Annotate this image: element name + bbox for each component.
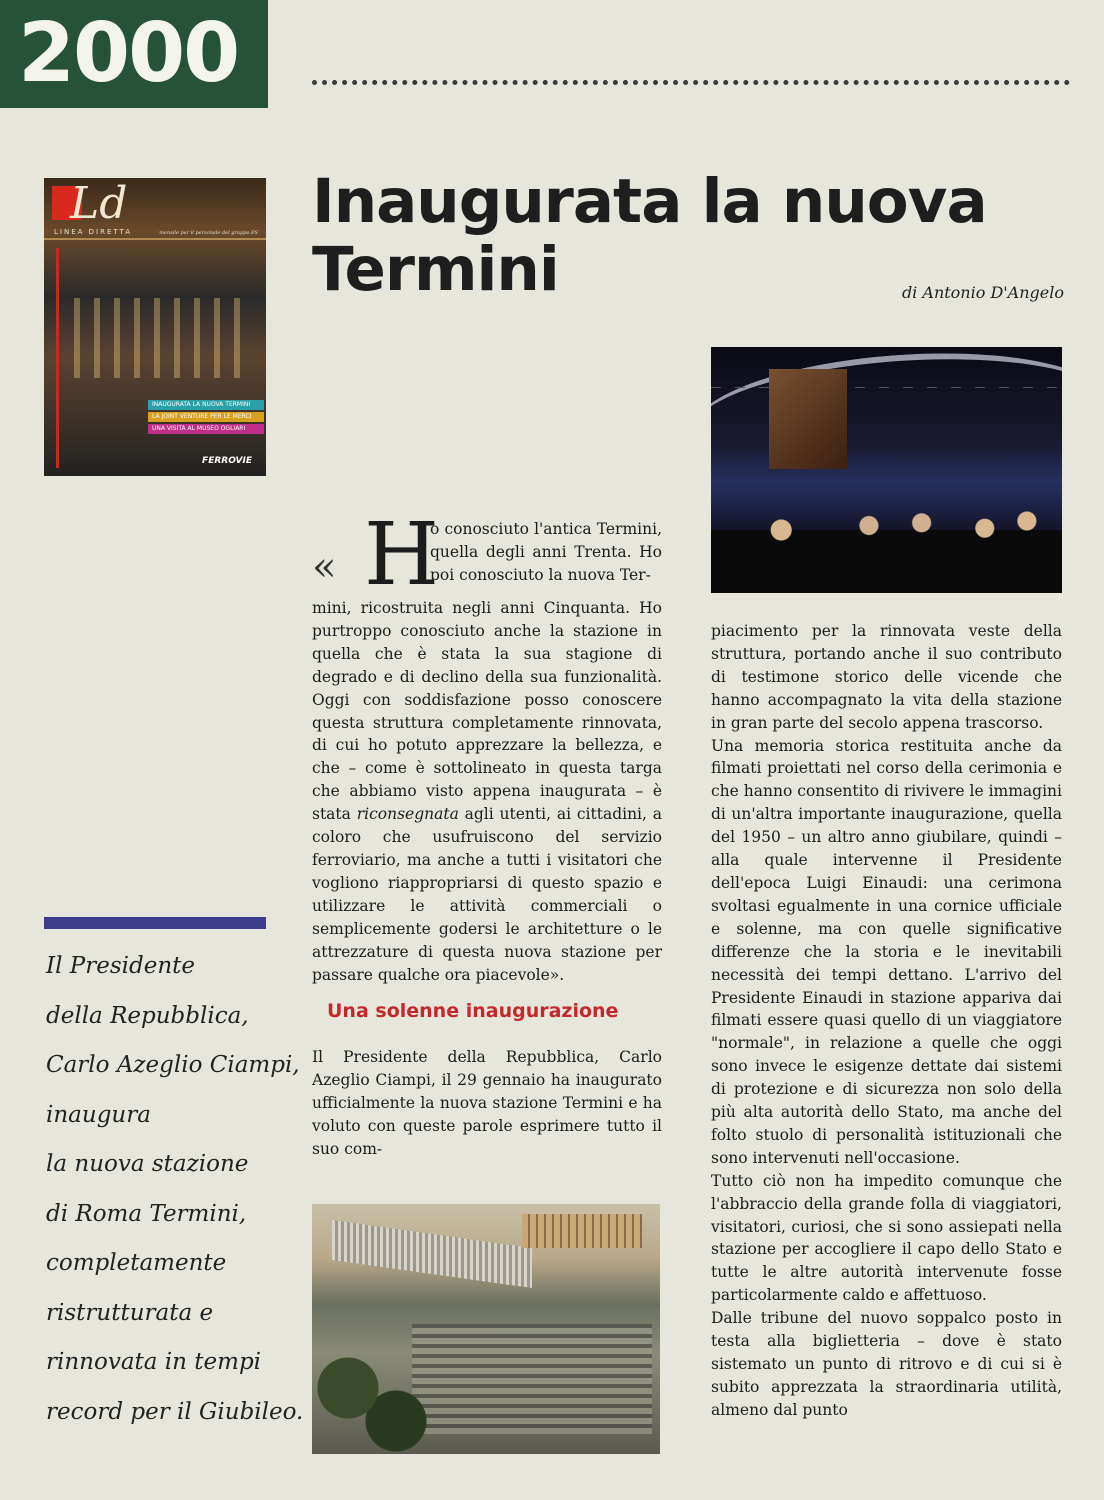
aerial-lot bbox=[412, 1324, 652, 1434]
cover-red-bar bbox=[56, 248, 59, 468]
caption-accent-bar bbox=[44, 917, 266, 929]
title-line-2: Termini bbox=[312, 234, 559, 305]
dotted-divider bbox=[312, 80, 1070, 85]
right-paragraph-1: piacimento per la rinnovata veste della struttura, portando anche il suo contributo di testimone storico delle vicende che hanno accompagnato la vita della stazione in gran parte del secolo appena trascorso. bbox=[711, 622, 1062, 732]
ceremony-crowd bbox=[711, 503, 1062, 593]
cover-headline-3: UNA VISITA AL MUSEO OGLIARI bbox=[148, 424, 264, 434]
right-paragraph-2: Una memoria storica restituita anche da filmati proiettati nel corso della cerimonia e che hanno consentito di rivivere le immagini di un'altra importante inaugurazione, quella del 1950 – un altro anno giubilare, quindi – alla quale intervenne il Presidente dell'epoca Luigi Einaudi: una cerimona svoltasi egualmente in una cornice ufficiale e solenne, ma con quelle significative differenze che la storia e le inevitabili necessità dei tempi dettano. L'arrivo del Presidente Einaudi in stazione appariva dai filmati essere quasi quello di un viaggiatore "normale", in relazione a quelle che oggi sono invece le esigenze dettate dai sistemi di protezione e di sicurezza non solo della più alta autorità dello Stato, ma anche del folto stuolo di personalità istituzionali che sono intervenuti nell'occasione. bbox=[711, 736, 1062, 1167]
cover-tagline: mensile per il personale del gruppo FS bbox=[159, 230, 258, 236]
aerial-roof bbox=[332, 1220, 532, 1288]
quote-opening: o conosciuto l'antica Termini, quella degli anni Trenta. Ho poi conosciuto la nuova Ter- bbox=[430, 520, 662, 584]
cover-brand: FERROVIE bbox=[202, 456, 252, 466]
cover-lights bbox=[74, 298, 254, 378]
ceremony-photo bbox=[711, 347, 1062, 593]
aerial-trees bbox=[312, 1344, 432, 1454]
cover-masthead: LINEA DIRETTA bbox=[54, 228, 133, 236]
right-paragraph-4: Dalle tribune del nuovo soppalco posto in testa alla biglietteria – dove è stato sistemato un punto di ritrovo e di cui si è subito apprezzata la straordinaria utilità, almeno dal punto bbox=[711, 1309, 1062, 1419]
intro-paragraph bbox=[312, 1046, 662, 1161]
right-paragraph-3: Tutto ciò non ha impedito comunque che l'abbraccio della grande folla di viaggiatori, visitatori, curiosi, che si sono assiepati nella stazione per accogliere il capo dello Stato e tutte le altre autorità intervenute fosse particolarmente caldo e affettuoso. bbox=[711, 1171, 1062, 1305]
aerial-station-photo bbox=[312, 1204, 660, 1454]
caption-line: della Repubblica, bbox=[46, 1002, 249, 1029]
section-subhead: Una solenne inaugurazione bbox=[327, 1000, 619, 1022]
ceremony-beam bbox=[711, 387, 1062, 388]
quote-marks: « bbox=[312, 544, 337, 590]
year-header: 2000 bbox=[0, 0, 268, 108]
cover-band bbox=[44, 238, 266, 240]
cover-logo-text: Ld bbox=[70, 178, 128, 229]
quote-italic: riconsegnata bbox=[356, 805, 459, 824]
cover-headline-2: LA JOINT VENTURE PER LE MERCI bbox=[148, 412, 264, 422]
right-column bbox=[711, 620, 1062, 1422]
magazine-cover-image bbox=[44, 178, 266, 476]
photo-caption bbox=[46, 942, 304, 1437]
ceremony-plaque bbox=[769, 369, 847, 469]
quote-text-after: agli utenti, ai cittadini, a coloro che usufruiscono del servizio ferroviario, ma anche a tutti i visitatori che vogliono riappropriarsi di questo spazio e utilizzare le attività commerciali o semplicemente godersi le architetture o le attrezzature di questa nuova stazione per passare qualche ora piacevole». bbox=[312, 805, 662, 984]
caption-line: rinnovata in tempi bbox=[46, 1349, 262, 1375]
caption-line: inaugura bbox=[46, 1101, 151, 1128]
quote-body bbox=[312, 597, 662, 986]
aerial-building bbox=[522, 1214, 642, 1248]
quote-paragraph bbox=[312, 597, 662, 986]
caption-line: Carlo Azeglio Ciampi, bbox=[46, 1052, 300, 1078]
caption-line: ristrutturata e bbox=[46, 1299, 214, 1326]
caption-line: la nuova stazione bbox=[46, 1151, 249, 1177]
caption-line: Il Presidente bbox=[46, 953, 195, 979]
title-line-1: Inaugurata la nuova bbox=[312, 166, 987, 237]
intro-text: Il Presidente della Repubblica, Carlo Azeglio Ciampi, il 29 gennaio ha inaugurato ufficialmente la nuova stazione Termini e ha voluto con queste parole esprimere tutto il suo com- bbox=[312, 1048, 662, 1158]
byline: di Antonio D'Angelo bbox=[901, 283, 1064, 302]
drop-cap: H bbox=[364, 505, 439, 605]
ceremony-arc bbox=[711, 347, 1062, 495]
caption-line: completamente bbox=[46, 1250, 227, 1276]
quote-text-before: mini, ricostruita negli anni Cinquanta. Ho purtroppo conosciuto anche la stazione in quella che è stata la sua stagione di degrado e di declino della sua funzionalità. Oggi con soddisfazione posso conoscere questa struttura completamente rinnovata, di cui ho potuto apprezzare la bellezza, e che – come è sottolineato in questa targa che abbiamo visto appena inaugurata – è stata bbox=[312, 599, 662, 824]
caption-line: di Roma Termini, bbox=[46, 1200, 247, 1227]
caption-line: record per il Giubileo. bbox=[46, 1398, 304, 1425]
cover-headline-1: INAUGURATA LA NUOVA TERMINI bbox=[148, 400, 264, 410]
